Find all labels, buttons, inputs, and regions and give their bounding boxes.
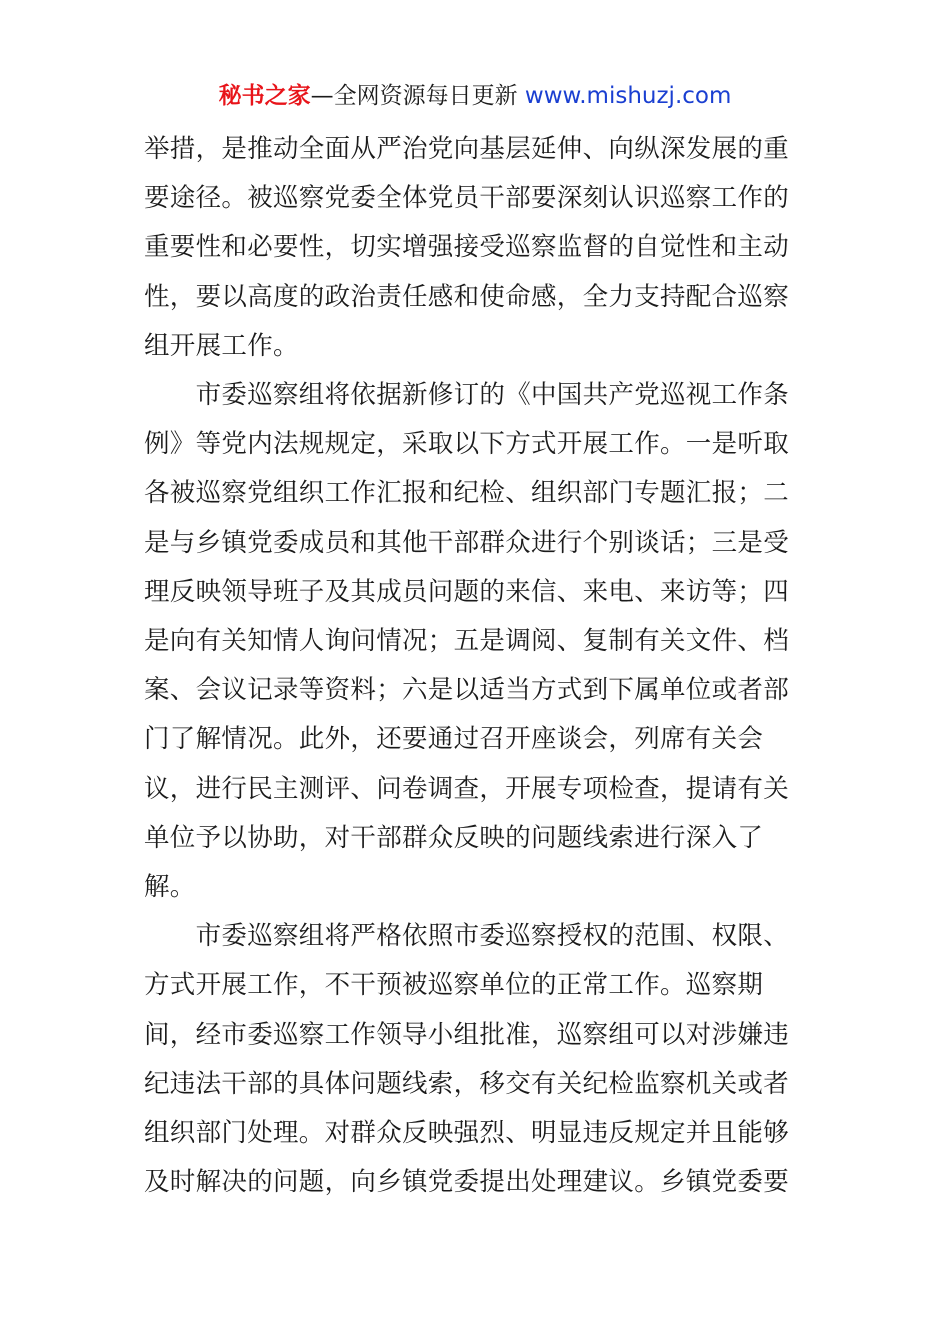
text-line: 举措，是推动全面从严治党向基层延伸、向纵深发展的重 <box>144 134 790 164</box>
text-line: 市委巡察组将严格依照市委巡察授权的范围、权限、 <box>144 921 790 952</box>
document-body <box>144 125 808 1207</box>
text-line: 门了解情况。此外，还要通过召开座谈会，列席有关会 <box>144 724 764 755</box>
page-header <box>0 80 950 112</box>
text-line: 案、会议记录等资料；六是以适当方式到下属单位或者部 <box>144 675 790 706</box>
text-line: 市委巡察组将依据新修订的《中国共产党巡视工作条 <box>144 380 790 411</box>
text-line: 及时解决的问题，向乡镇党委提出处理建议。乡镇党委要 <box>144 1167 790 1198</box>
brand-name: 秘书之家 <box>218 83 311 109</box>
text-line: 组织部门处理。对群众反映强烈、明显违反规定并且能够 <box>144 1118 790 1149</box>
text-line: 要途径。被巡察党委全体党员干部要深刻认识巡察工作的 <box>144 183 790 214</box>
text-line: 是与乡镇党委成员和其他干部群众进行个别谈话；三是受 <box>144 527 790 558</box>
text-line: 是向有关知情人询问情况；五是调阅、复制有关文件、档 <box>144 626 790 657</box>
header-tagline: —全网资源每日更新 <box>310 83 525 109</box>
text-line: 性，要以高度的政治责任感和使命感，全力支持配合巡察 <box>144 281 790 312</box>
text-line: 重要性和必要性，切实增强接受巡察监督的自觉性和主动 <box>144 232 790 263</box>
text-line: 纪违法干部的具体问题线索，移交有关纪检监察机关或者 <box>144 1068 790 1099</box>
text-line: 方式开展工作，不干预被巡察单位的正常工作。巡察期 <box>144 970 764 1001</box>
site-url[interactable]: www.mishuzj.com <box>524 83 732 109</box>
text-line: 组开展工作。 <box>144 330 299 361</box>
text-line: 解。 <box>144 872 196 903</box>
text-line: 例》等党内法规规定，采取以下方式开展工作。一是听取 <box>144 429 790 460</box>
text-line: 间，经市委巡察工作领导小组批准，巡察组可以对涉嫌违 <box>144 1019 790 1050</box>
text-line: 议，进行民主测评、问卷调查，开展专项检查，提请有关 <box>144 773 790 804</box>
text-line: 单位予以协助，对干部群众反映的问题线索进行深入了 <box>144 822 764 853</box>
text-line: 各被巡察党组织工作汇报和纪检、组织部门专题汇报；二 <box>144 478 790 509</box>
text-line: 理反映领导班子及其成员问题的来信、来电、来访等；四 <box>144 576 790 607</box>
